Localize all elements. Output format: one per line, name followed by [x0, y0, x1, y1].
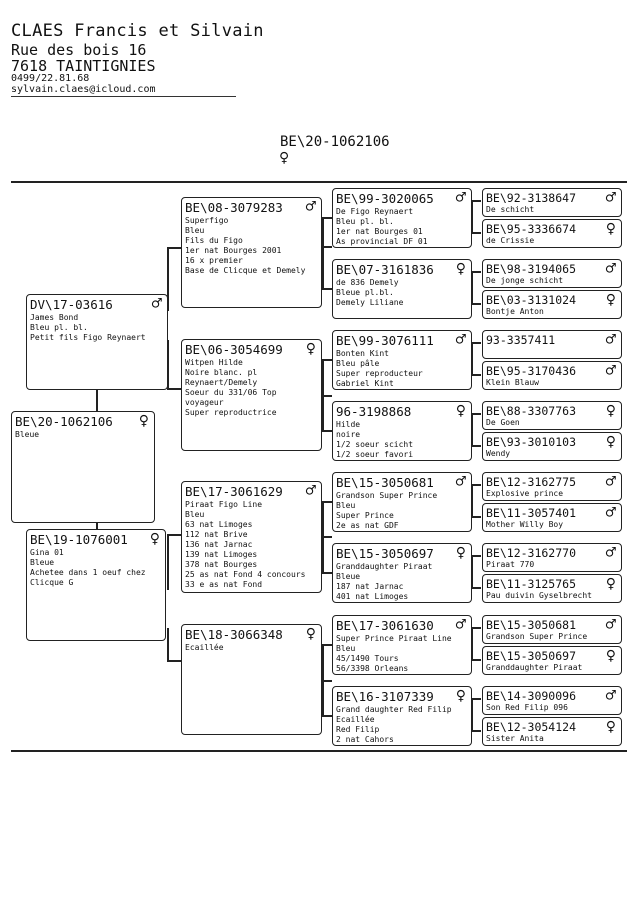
pedigree-card-gen4	[482, 188, 622, 217]
pedigree-card-gen2	[181, 197, 322, 308]
pedigree-card-dam	[26, 529, 166, 641]
pedigree-connector	[322, 288, 332, 290]
pedigree-connector	[471, 374, 481, 376]
bird-info-line: Gabriel Kint	[336, 379, 394, 388]
bird-info-line: Hilde	[336, 420, 361, 429]
bird-info-line: Bleue	[30, 558, 55, 567]
bird-info-line: 136 nat Jarnac	[185, 540, 253, 549]
female-icon: ♀	[455, 686, 466, 706]
ring-number: BE\14-3090096	[486, 689, 577, 703]
pedigree-card-gen4	[482, 615, 622, 644]
pedigree-connector	[322, 680, 332, 682]
pedigree-connector	[471, 516, 481, 518]
bird-info-line: Bleu	[336, 644, 356, 653]
pedigree-connector	[322, 359, 324, 430]
bird-info-line: 1/2 soeur scicht	[336, 440, 414, 449]
bird-info-line: Son Red Filip 096	[486, 703, 568, 712]
bird-info-line: noire	[336, 430, 361, 439]
female-icon: ♀	[605, 219, 616, 239]
bird-info-line: Fils du Figo	[185, 236, 243, 245]
pedigree-connector	[167, 534, 169, 590]
pedigree-card-gen4	[482, 472, 622, 501]
bird-info-line: Super reproductrice	[185, 408, 277, 417]
breeder-email: sylvain.claes@icloud.com	[11, 84, 156, 95]
ring-number: BE\07-3161836	[336, 262, 434, 277]
bird-info-line: As provincial DF 01	[336, 237, 428, 246]
pedigree-connector	[471, 627, 481, 629]
bird-info-line: Piraat Figo Line	[185, 500, 263, 509]
bird-info-line: Piraat 770	[486, 560, 535, 569]
pedigree-card-gen3	[332, 259, 472, 319]
pedigree-connector	[322, 644, 332, 646]
male-icon: ♂	[605, 259, 616, 279]
bird-info-line: Grand daughter Red Filip	[336, 705, 452, 714]
ring-number: BE\98-3194065	[486, 262, 577, 276]
ring-number: BE\17-3061629	[185, 484, 283, 499]
bird-info-line: Bleu	[336, 501, 356, 510]
ring-number: BE\15-3050681	[336, 475, 434, 490]
bird-info-line: De schicht	[486, 205, 535, 214]
ring-number: BE\12-3162775	[486, 475, 577, 489]
bird-info-line: Granddaughter Piraat	[336, 562, 433, 571]
female-icon: ♀	[149, 529, 160, 549]
bird-info-line: Pau duivin Gyselbrecht	[486, 591, 592, 600]
pedigree-connector	[167, 388, 181, 390]
pedigree-card-gen4	[482, 503, 622, 532]
bird-info-line: De jonge schicht	[486, 276, 564, 285]
ring-number: BE\99-3076111	[336, 333, 434, 348]
ring-number: BE\12-3054124	[486, 720, 577, 734]
pedigree-connector	[322, 359, 332, 361]
ring-number: BE\11-3125765	[486, 577, 577, 591]
male-icon: ♂	[305, 197, 316, 217]
pedigree-card-gen3	[332, 615, 472, 675]
pedigree-card-gen4	[482, 543, 622, 572]
breeder-city: 7618 TAINTIGNIES	[11, 57, 156, 75]
ring-number: DV\17-03616	[30, 297, 113, 312]
male-icon: ♂	[455, 615, 466, 635]
bird-info-line: Bleu pl. bl.	[30, 323, 88, 332]
male-icon: ♂	[605, 543, 616, 563]
bird-info-line: Bleu pâle	[336, 359, 380, 368]
pedigree-connector	[322, 430, 332, 432]
pedigree-connector	[167, 534, 181, 536]
ring-number: BE\19-1076001	[30, 532, 128, 547]
bird-info-line: Witpen Hilde	[185, 358, 243, 367]
bird-info-line: 33 e as nat Fond	[185, 580, 263, 589]
pedigree-connector	[167, 628, 169, 660]
ring-number: 96-3198868	[336, 404, 412, 419]
bird-info-line: Super reproducteur	[336, 369, 423, 378]
male-icon: ♂	[455, 472, 466, 492]
pedigree-card-gen4	[482, 361, 622, 390]
pedigree-connector	[322, 217, 332, 219]
ring-number: BE\06-3054699	[185, 342, 283, 357]
pedigree-connector	[322, 395, 332, 397]
bird-info-line: 2 nat Cahors	[336, 735, 394, 744]
male-icon: ♂	[605, 330, 616, 350]
ring-number: BE\88-3307763	[486, 404, 577, 418]
pedigree-card-gen3	[332, 543, 472, 603]
pedigree-connector	[471, 659, 481, 661]
female-icon: ♀	[605, 574, 616, 594]
bird-info-line: Ecaillée	[336, 715, 375, 724]
pedigree-connector	[96, 389, 98, 411]
pedigree-connector	[471, 445, 481, 447]
pedigree-connector	[471, 555, 481, 557]
bird-info-line: 1er nat Bourges 01	[336, 227, 423, 236]
male-icon: ♂	[605, 361, 616, 381]
pedigree-connector	[471, 413, 481, 415]
pedigree-connector	[167, 660, 181, 662]
ring-number: BE\95-3170436	[486, 364, 577, 378]
male-icon: ♂	[151, 294, 162, 314]
bird-info-line: 378 nat Bourges	[185, 560, 258, 569]
ring-number: BE\15-3050697	[336, 546, 434, 561]
bird-info-line: Red Filip	[336, 725, 380, 734]
bird-info-line: Super Prince Piraat Line	[336, 634, 452, 643]
pedigree-title-ring: BE\20-1062106	[280, 134, 390, 150]
pedigree-connector	[322, 501, 324, 572]
male-icon: ♂	[605, 503, 616, 523]
ring-number: BE\03-3131024	[486, 293, 577, 307]
male-icon: ♂	[305, 481, 316, 501]
pedigree-card-gen4	[482, 574, 622, 603]
bird-info-line: Bonten Kint	[336, 349, 389, 358]
female-icon: ♀	[455, 259, 466, 279]
pedigree-card-gen4	[482, 686, 622, 715]
pedigree-card-gen3	[332, 188, 472, 248]
pedigree-card-gen3	[332, 330, 472, 390]
pedigree-card-gen4	[482, 717, 622, 746]
bird-info-line: de 836 Demely	[336, 278, 399, 287]
pedigree-connector	[322, 572, 332, 574]
pedigree-connector	[471, 200, 481, 202]
pedigree-connector	[471, 484, 481, 486]
ring-number: BE\95-3336674	[486, 222, 577, 236]
pedigree-card-gen2	[181, 481, 322, 593]
pedigree-connector	[471, 587, 481, 589]
pedigree-connector	[322, 715, 332, 717]
bird-info-line: 187 nat Jarnac	[336, 582, 404, 591]
female-icon: ♀	[605, 290, 616, 310]
pedigree-connector	[471, 698, 481, 700]
bird-info-line: Petit fils Figo Reynaert	[30, 333, 146, 342]
bird-info-line: voyageur	[185, 398, 224, 407]
ring-number: BE\17-3061630	[336, 618, 434, 633]
ring-number: BE\15-3050697	[486, 649, 577, 663]
ring-number: BE\08-3079283	[185, 200, 283, 215]
bird-info-line: Bleue pl.bl.	[336, 288, 394, 297]
pedigree-connector	[96, 522, 98, 529]
top-divider	[11, 181, 627, 183]
female-icon: ♀	[605, 646, 616, 666]
ring-number: BE\11-3057401	[486, 506, 577, 520]
ring-number: BE\16-3107339	[336, 689, 434, 704]
pedigree-connector	[471, 303, 481, 305]
pedigree-card-gen3	[332, 401, 472, 461]
pedigree-connector	[322, 217, 324, 288]
pedigree-connector	[322, 501, 332, 503]
ring-number: BE\99-3020065	[336, 191, 434, 206]
female-icon: ♀	[455, 401, 466, 421]
male-icon: ♂	[455, 188, 466, 208]
pedigree-card-gen4	[482, 330, 622, 359]
bird-info-line: Bleu pl. bl.	[336, 217, 394, 226]
breeder-phone: 0499/22.81.68	[11, 73, 90, 84]
female-icon: ♀	[605, 401, 616, 421]
bird-info-line: 63 nat Limoges	[185, 520, 253, 529]
bird-info-line: Bleu	[185, 510, 205, 519]
pedigree-connector	[471, 730, 481, 732]
ring-number: BE\15-3050681	[486, 618, 577, 632]
bird-info-line: 1er nat Bourges 2001	[185, 246, 282, 255]
pedigree-connector	[471, 232, 481, 234]
bird-info-line: Granddaughter Piraat	[486, 663, 583, 672]
ring-number: BE\93-3010103	[486, 435, 577, 449]
male-icon: ♂	[605, 188, 616, 208]
bird-info-line: Grandson Super Prince	[486, 632, 588, 641]
bird-info-line: De Goen	[486, 418, 520, 427]
pedigree-card-gen2	[181, 624, 322, 735]
bird-info-line: Ecaillée	[185, 643, 224, 652]
male-icon: ♂	[455, 330, 466, 350]
ring-number: BE\92-3138647	[486, 191, 577, 205]
ring-number: BE\18-3066348	[185, 627, 283, 642]
bird-info-line: Reynaert/Demely	[185, 378, 258, 387]
bird-info-line: Soeur du 331/06 Top	[185, 388, 277, 397]
bird-info-line: Bleu	[185, 226, 205, 235]
pedigree-connector	[167, 247, 181, 249]
bird-info-line: Grandson Super Prince	[336, 491, 438, 500]
male-icon: ♂	[605, 686, 616, 706]
bird-info-line: Achetee dans 1 oeuf chez	[30, 568, 146, 577]
bird-info-line: Superfigo	[185, 216, 229, 225]
bird-info-line: 1/2 soeur favori	[336, 450, 414, 459]
bird-info-line: James Bond	[30, 313, 79, 322]
pedigree-card-gen4	[482, 219, 622, 248]
pedigree-card-gen4	[482, 646, 622, 675]
bird-info-line: Sister Anita	[486, 734, 544, 743]
bird-info-line: De Figo Reynaert	[336, 207, 414, 216]
pedigree-card-gen2	[181, 339, 322, 451]
ring-number: 93-3357411	[486, 333, 556, 347]
female-icon: ♀	[605, 717, 616, 737]
pedigree-card-gen3	[332, 472, 472, 532]
bird-info-line: Bleue	[336, 572, 361, 581]
bird-info-line: 112 nat Brive	[185, 530, 248, 539]
bird-info-line: Explosive prince	[486, 489, 564, 498]
breeder-name: CLAES Francis et Silvain	[11, 21, 264, 41]
header-underline	[11, 96, 236, 97]
bird-info-line: Mother Willy Boy	[486, 520, 564, 529]
female-icon: ♀	[305, 624, 316, 644]
bird-info-line: Bleue	[15, 430, 40, 439]
pedigree-connector	[471, 271, 481, 273]
bird-info-line: de Crissie	[486, 236, 535, 245]
pedigree-card-gen4	[482, 432, 622, 461]
bird-info-line: 45/1490 Tours	[336, 654, 399, 663]
pedigree-connector	[322, 644, 324, 715]
female-icon: ♀	[138, 411, 149, 431]
bird-info-line: Noire blanc. pl	[185, 368, 258, 377]
bird-info-line: Wendy	[486, 449, 511, 458]
bottom-divider	[11, 750, 627, 752]
ring-number: BE\12-3162770	[486, 546, 577, 560]
male-icon: ♂	[605, 615, 616, 635]
bird-info-line: Super Prince	[336, 511, 394, 520]
breeder-street: Rue des bois 16	[11, 41, 147, 59]
bird-info-line: 25 as nat Fond 4 concours	[185, 570, 306, 579]
pedigree-connector	[322, 536, 332, 538]
bird-info-line: 139 nat Limoges	[185, 550, 258, 559]
pedigree-card-gen3	[332, 686, 472, 746]
pedigree-card-gen4	[482, 259, 622, 288]
bird-info-line: Klein Blauw	[486, 378, 539, 387]
bird-info-line: Clicque G	[30, 578, 74, 587]
pedigree-card-sire	[26, 294, 168, 390]
bird-info-line: 401 nat Limoges	[336, 592, 409, 601]
bird-info-line: Gina 01	[30, 548, 64, 557]
bird-info-line: 2e as nat GDF	[336, 521, 399, 530]
pedigree-connector	[471, 342, 481, 344]
ring-number: BE\20-1062106	[15, 414, 113, 429]
female-icon: ♀	[305, 339, 316, 359]
pedigree-card-gen4	[482, 290, 622, 319]
male-icon: ♂	[605, 472, 616, 492]
female-icon: ♀	[605, 432, 616, 452]
pedigree-card-subject	[11, 411, 155, 523]
pedigree-card-gen4	[482, 401, 622, 430]
female-icon: ♀	[455, 543, 466, 563]
female-icon: ♀	[279, 148, 290, 168]
bird-info-line: Demely Liliane	[336, 298, 404, 307]
bird-info-line: 16 x premier	[185, 256, 243, 265]
bird-info-line: Bontje Anton	[486, 307, 544, 316]
bird-info-line: 56/3398 Orleans	[336, 664, 409, 673]
pedigree-connector	[322, 246, 332, 248]
bird-info-line: Base de Clicque et Demely	[185, 266, 306, 275]
